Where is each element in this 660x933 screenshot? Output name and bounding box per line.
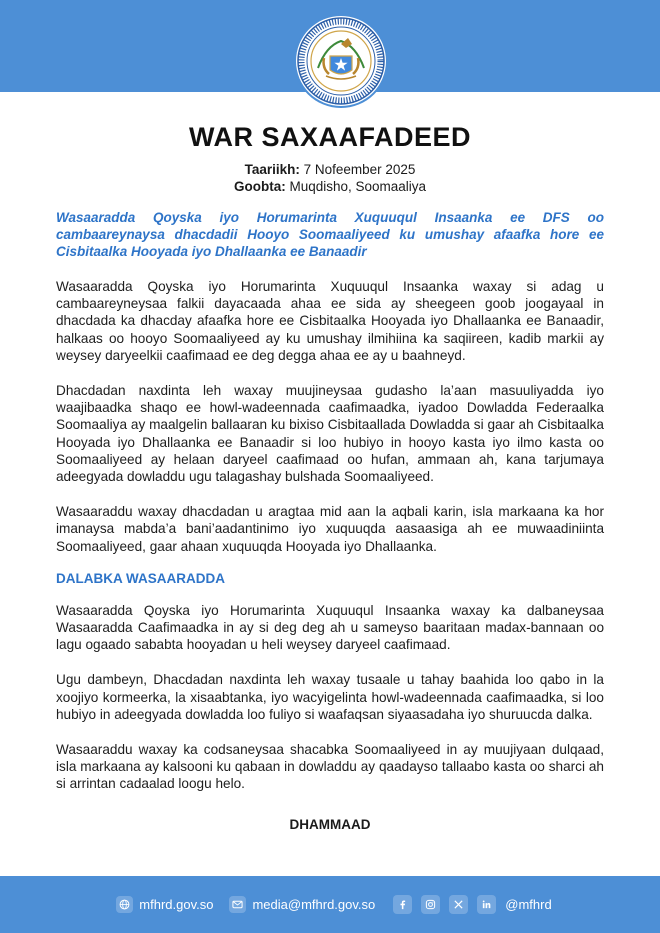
page-title: WAR SAXAAFADEED (188, 122, 472, 152)
section-paragraph-3: Wasaaraddu waxay ka codsaneysaa shacabka Soomaaliyeed in ay muujiyaan dulqaad, isla markaana ay kalsooni ku qabaan in dowladdu ay qaadayso tallaabo kasta oo sharci ah si arrintan cadaalad loogu helo. (56, 742, 604, 792)
date-value: 7 Nofeember 2025 (299, 162, 416, 177)
section-heading: DALABKA WASAARADDA (56, 570, 225, 586)
paragraph-2: Dhacdadan naxdinta leh waxay muujineysaa gudasho la’aan masuuliyadda iyo waajibaadka shaqo ee howl-wadeennada caafimaadka, iyadoo Dowladda Federaalka Soomaaliya ay maalgelin ballaaran ku bixiso Cisbitaallada Dowladda si gaar ah Cisbitaalka Hooyada iyo Dhallaanka ee Banaadir si loo hubiyo in hooyo kasta iyo ilmo kasta oo Soomaaliyeed ay helaan daryeel caafimaad oo hufan, ammaan ah, kana tarjumaya adeegyada dowladdu ugu talagashay bulshada Soomaaliyeed. (56, 383, 604, 485)
closing-text: DHAMMAAD (289, 816, 371, 832)
seal-ring-text (296, 106, 297, 107)
date-line (56, 161, 604, 178)
paragraph-1: Wasaaradda Qoyska iyo Horumarinta Xuquuqul Insaanka waxay si adag u cambaareyneysaa falkii dayacaada ahaa ee sida ay sheegeen goob joogayaal in dhacdada ka dhacday afaafka hore ee Cisbitaalka Hooyada iyo Dhallaanka ee Banaadir, halkaas oo hooyo Soomaaliyeed ay ku umushay ilmihiina ka saqiireen, kadib markii ay weysey daryeelkii caafimaad ee deg degga ahaa ee ay u baahneyd. (56, 279, 604, 363)
place-value: Muqdisho, Soomaaliya (285, 179, 427, 194)
place-label: Goobta: (233, 179, 286, 194)
ministry-seal-icon (296, 16, 386, 106)
mail-icon (229, 896, 246, 913)
footer-band (0, 876, 660, 933)
place-line (56, 178, 604, 195)
social-links (393, 895, 551, 914)
website-text: mfhrd.gov.so (139, 897, 214, 912)
paragraph-3: Wasaaraddu waxay dhacdadan u aragtaa mid aan la aqbali karin, isla markaana ka hor imanaysa mabda’a bani’aadantinimo iyo xuquuqda aasaasiga ah ee muwaadiniinta Soomaaliyeed, gaar ahaan xuquuqda Hooyada iyo Dhallaanka. (56, 504, 604, 554)
x-icon[interactable] (449, 895, 468, 914)
instagram-icon[interactable] (421, 895, 440, 914)
release-meta (56, 161, 604, 195)
seal-ring-text-ar (296, 106, 297, 107)
section-paragraph-2: Ugu dambeyn, Dhacdadan naxdinta leh waxay tusaale u tahay baahida loo qabo in la xoojiyo kormeerka, la xisaabtanka, iyo wacyigelinta howl-wadeennada caafimaadka, si loo hubiyo in adeegyada dowladda loo fuliyo si waafaqsan siyaasadaha iyo shuruucda dalka. (56, 672, 604, 722)
ministry-seal (296, 16, 386, 106)
subheading: Wasaaradda Qoyska iyo Horumarinta Xuquuqul Insaanka ee DFS oo cambaareynaysa dhacdadii Hooyo Soomaaliyeed ku umushay afaafka hore ee Cisbitaalka Hooyada iyo Dhallaanka ee Banaadir (56, 210, 604, 259)
facebook-icon[interactable] (393, 895, 412, 914)
seal-ring-text-en (296, 106, 297, 107)
social-handle[interactable]: @mfhrd (505, 897, 552, 912)
website-link[interactable] (116, 896, 213, 913)
email-text: media@mfhrd.gov.so (252, 897, 376, 912)
globe-icon (116, 896, 133, 913)
date-label: Taariikh: (244, 162, 300, 177)
section-paragraph-1: Wasaaradda Qoyska iyo Horumarinta Xuquuqul Insaanka waxay ka dalbaneysaa Wasaaradda Caafimaadka in ay si deg deg ah u sameyso baaritaan madax-bannaan oo lagu ogaado sababta hooyadan u heli weysey daryeel caafimaad. (56, 602, 604, 653)
linkedin-icon[interactable] (477, 895, 496, 914)
press-release (56, 122, 604, 832)
email-link[interactable] (229, 896, 375, 913)
